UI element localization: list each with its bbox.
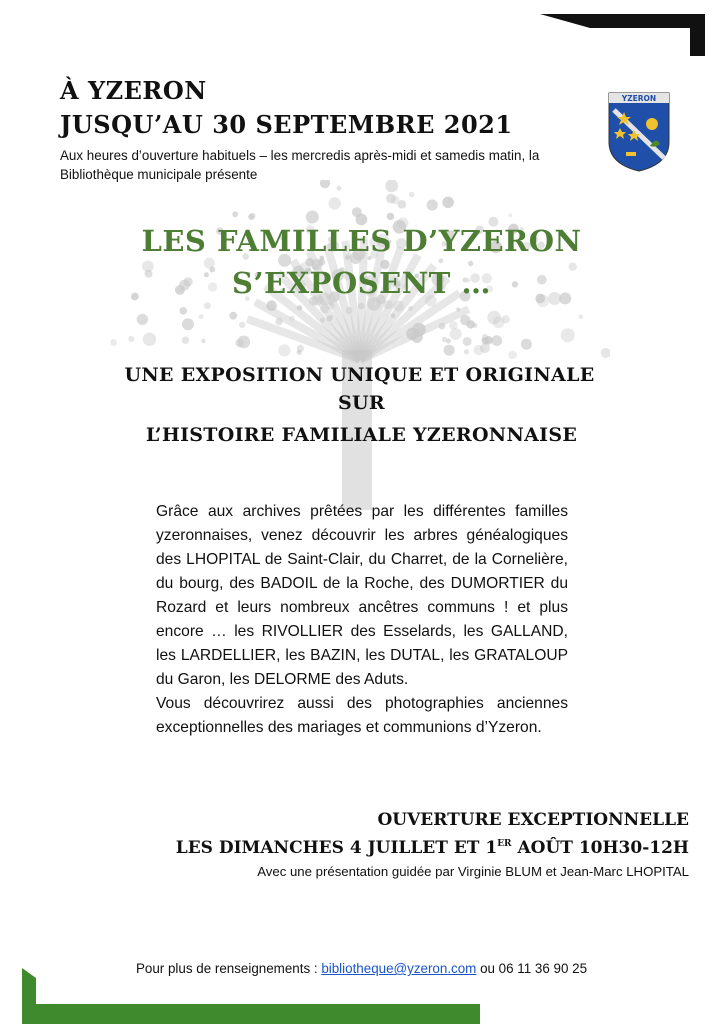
tree-dot: [110, 339, 117, 346]
tree-dot: [329, 197, 341, 209]
tree-dot: [201, 339, 205, 343]
tree-dot: [182, 318, 194, 330]
special-opening-dates: LES DIMANCHES 4 JUILLET ET 1ER AOÛT 10H30-12H: [175, 838, 689, 858]
yzeron-crest-logo: [608, 92, 670, 172]
tree-dot: [463, 337, 472, 346]
tree-dot: [391, 196, 399, 204]
tree-dot: [508, 213, 512, 217]
tree-dot: [387, 213, 394, 220]
tree-dot: [237, 336, 250, 349]
tree-dot: [578, 314, 583, 319]
tree-dot: [438, 258, 443, 263]
exhibition-title-line-2: S’EXPOSENT …: [232, 266, 491, 300]
tree-dot: [491, 335, 502, 346]
tree-dot: [450, 328, 462, 340]
tree-dot: [601, 348, 610, 358]
tree-dot: [561, 328, 575, 342]
tree-dot: [297, 350, 302, 355]
tree-dot: [229, 312, 237, 320]
tree-dot: [239, 322, 245, 328]
tree-dot: [521, 339, 532, 350]
tree-dot: [427, 199, 438, 210]
tree-dot: [480, 343, 490, 353]
special-opening-title: OUVERTURE EXCEPTIONNELLE: [377, 810, 689, 830]
exhibition-dates: JUSQU’AU 30 SEPTEMBRE 2021: [60, 110, 513, 139]
contact-phone: ou 06 11 36 90 25: [476, 961, 588, 976]
subtitle-line-1: UNE EXPOSITION UNIQUE ET ORIGINALE: [124, 364, 595, 386]
tree-dot: [446, 339, 451, 344]
contact-prefix: Pour plus de renseignements :: [135, 961, 322, 976]
description-body: [156, 500, 568, 740]
tree-dot: [464, 349, 469, 354]
tree-dot: [337, 186, 342, 191]
intro-text: Aux heures d’ouverture habituels – les mercredis après-midi et samedis matin, la Bibliothèque municipale présente: [60, 148, 540, 182]
subtitle-line-3: L’HISTOIRE FAMILIALE YZERONNAISE: [145, 424, 578, 446]
tree-dot: [199, 314, 204, 319]
email-link[interactable]: bibliotheque@yzeron.com: [321, 961, 477, 976]
tree-dot: [137, 314, 148, 325]
tree-dot: [128, 336, 134, 342]
tree-dot: [409, 192, 415, 198]
subtitle-line-2: SUR: [338, 392, 385, 414]
exhibition-title-line-1: LES FAMILLES D’YZERON: [141, 224, 582, 258]
exhibition-place: À YZERON: [60, 76, 207, 105]
svg-text:YZERON: YZERON: [621, 94, 657, 103]
guided-tour-note: Avec une présentation guidée par Virginie BLUM et Jean-Marc LHOPITAL: [257, 864, 689, 879]
tree-dot: [180, 307, 188, 315]
contact-line: [0, 961, 723, 976]
tree-dot: [204, 302, 211, 309]
tree-dot: [278, 344, 290, 356]
description-paragraph-2: Vous découvrirez aussi des photographies anciennes exceptionnelles des mariages et communions d’Yzeron.: [156, 695, 568, 736]
top-right-corner-decoration: [0, 0, 723, 60]
description-paragraph-1: Grâce aux archives prêtées par les différentes familles yzeronnaises, venez découvrir les arbres généalogiques des LHOPITAL de Saint-Clair, du Charret, de la Cornelière, du bourg, des BADOIL de la Roche, des DUMORTIER du Rozard et leurs nombreux ancêtres communs ! et plus encore … les RIVOLLIER des Esselards, les GALLAND, les LARDELLIER, les BAZIN, les DUTAL, les GRATALOUP du Garon, les DELORME des Aduts.: [156, 503, 568, 688]
tree-dot: [250, 213, 256, 219]
tree-dot: [182, 337, 189, 344]
tree-dot: [493, 317, 505, 329]
tree-dot: [232, 211, 238, 217]
tree-dot: [444, 345, 455, 356]
tree-dot: [442, 197, 454, 209]
tree-dot: [508, 351, 517, 360]
tree-dot: [352, 207, 362, 217]
tree-dot: [143, 333, 156, 346]
tree-dot: [306, 211, 319, 224]
